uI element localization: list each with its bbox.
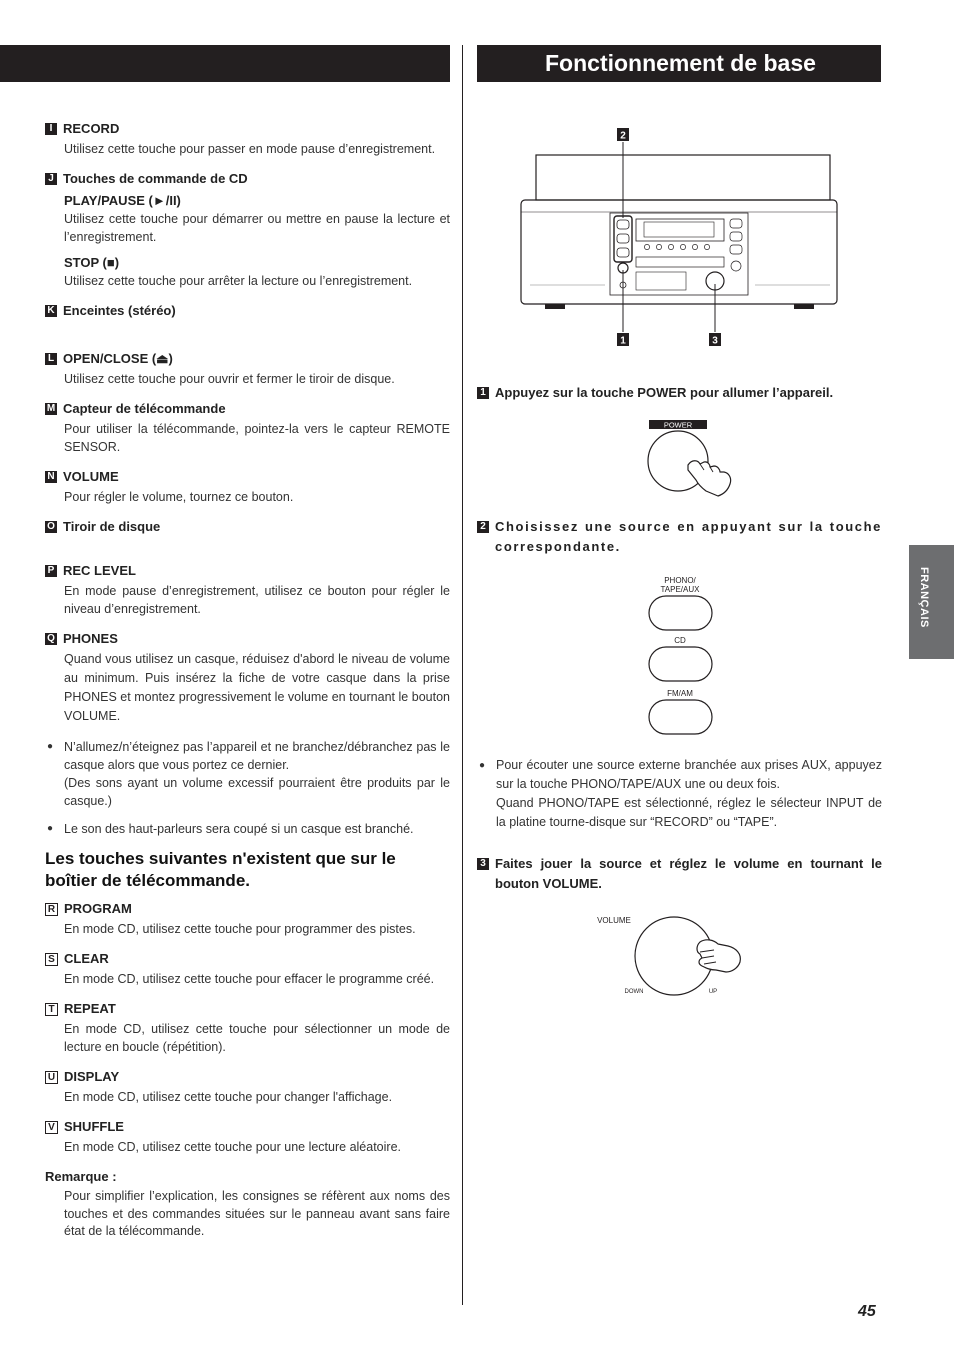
item-repeat	[45, 1000, 450, 1056]
item-letter: L	[45, 353, 57, 365]
item-letter: K	[45, 305, 57, 317]
hand-grip-icon	[697, 940, 740, 972]
item-letter: P	[45, 565, 57, 577]
item-title: CLEAR	[64, 951, 109, 966]
up-label: UP	[708, 989, 718, 995]
unit-front-panel-diagram	[510, 120, 850, 360]
item-body: En mode CD, utilisez cette touche pour une lecture aléatoire.	[64, 1140, 401, 1154]
item-cd-controls	[45, 170, 450, 290]
item-open-close	[45, 350, 450, 388]
item-title: OPEN/CLOSE (⏏)	[63, 351, 173, 366]
item-body: Pour régler le volume, tournez ce bouton.	[64, 490, 294, 504]
item-clear	[45, 950, 450, 988]
item-body: Utilisez cette touche pour ouvrir et fermer le tiroir de disque.	[64, 372, 395, 386]
item-title: REC LEVEL	[63, 563, 136, 578]
page-number: 45	[858, 1303, 876, 1320]
item-record	[45, 120, 450, 158]
step-2	[477, 517, 882, 557]
cd-button	[649, 647, 712, 681]
step-number: 3	[477, 858, 489, 870]
volume-label: VOLUME	[597, 916, 631, 925]
item-program	[45, 900, 450, 938]
step-number: 2	[477, 521, 489, 533]
item-letter: M	[46, 403, 56, 414]
item-letter: O	[45, 521, 57, 533]
item-title: PROGRAM	[64, 901, 132, 916]
item-title: Tiroir de disque	[63, 519, 161, 534]
bullet-item: ● N’allumez/n’éteignez pas l’appareil et ne branchez/débranchez pas le casque alors que vous portez ce dernier.	[45, 738, 450, 774]
item-letter: T	[45, 1003, 58, 1016]
item-title: Capteur de télécommande	[63, 401, 226, 416]
step-text: Appuyez sur la touche POWER pour allumer l’appareil.	[495, 385, 834, 400]
item-title: Enceintes (stéréo)	[63, 303, 176, 318]
callout-1: 1	[620, 335, 626, 347]
item-letter: V	[45, 1121, 58, 1134]
item-volume	[45, 468, 450, 506]
phono-tape-aux-button	[649, 596, 712, 630]
item-title: REPEAT	[64, 1001, 116, 1016]
item-letter: J	[45, 173, 57, 185]
down-label: DOWN	[624, 989, 644, 995]
item-title: SHUFFLE	[64, 1119, 124, 1134]
item-body: Utilisez cette touche pour arrêter la lecture ou l’enregistrement.	[64, 274, 413, 288]
item-body: En mode CD, utilisez cette touche pour effacer le programme créé.	[64, 972, 435, 986]
item-letter: R	[45, 903, 58, 916]
language-tab-label: FRANÇAIS	[918, 567, 930, 628]
callout-2: 2	[620, 130, 626, 142]
item-disc-tray	[45, 518, 450, 536]
power-label: POWER	[663, 420, 693, 430]
item-speakers	[45, 302, 450, 320]
item-body: Pour utiliser la télécommande, pointez-la vers le capteur REMOTE SENSOR.	[64, 422, 450, 454]
item-phones	[45, 630, 450, 726]
language-tab	[909, 545, 954, 659]
item-body: Utilisez cette touche pour démarrer ou mettre en pause la lecture et l’enregistrement.	[64, 212, 450, 244]
item-rec-level	[45, 562, 450, 618]
hand-pointer-icon	[688, 461, 731, 496]
item-subtitle: STOP (■)	[64, 255, 120, 270]
step-text: Faites jouer la source et réglez le volume en tournant le bouton VOLUME.	[495, 856, 882, 891]
item-subtitle: PLAY/PAUSE (►/II)	[64, 193, 181, 208]
step-number: 1	[477, 387, 489, 399]
bullet-continuation: Quand PHONO/TAPE est sélectionné, réglez le sélecteur INPUT de la platine tourne-disque sur “RECORD” ou “TAPE”.	[496, 796, 882, 829]
item-body: En mode CD, utilisez cette touche pour programmer des pistes.	[64, 922, 416, 936]
fm-am-button	[649, 700, 712, 734]
item-letter: Q	[45, 633, 57, 645]
item-title: RECORD	[63, 121, 120, 136]
item-display	[45, 1068, 450, 1106]
step-3	[477, 854, 882, 894]
bullet-continuation: (Des sons ayant un volume excessif pourraient être produits par le casque.)	[64, 776, 450, 808]
item-body: En mode CD, utilisez cette touche pour sélectionner un mode de lecture en boucle (répétition).	[64, 1022, 450, 1054]
item-title: Touches de commande de CD	[63, 171, 248, 186]
source-buttons-figure	[640, 572, 722, 740]
item-letter: U	[45, 1071, 58, 1084]
item-letter: N	[45, 471, 57, 483]
volume-knob-figure	[588, 910, 748, 1000]
callout-3: 3	[712, 335, 718, 347]
item-title: VOLUME	[63, 469, 119, 484]
power-button-figure	[640, 418, 750, 500]
bullet-item: ● Le son des haut-parleurs sera coupé si un casque est branché.	[45, 820, 450, 838]
item-body: En mode pause d’enregistrement, utilisez ce bouton pour régler le niveau d’enregistrement.	[64, 584, 450, 616]
step-1	[477, 383, 882, 403]
step-2-bullet	[477, 756, 882, 832]
remote-heading: Les touches suivantes n'existent que sur le boîtier de télécommande.	[45, 849, 396, 890]
remarque-body: Pour simplifier l’explication, les consignes se réfèrent aux noms des touches et des commandes situées sur le panneau avant sans faire état de la télécommande.	[64, 1189, 450, 1238]
item-title: DISPLAY	[64, 1069, 120, 1084]
item-body: Utilisez cette touche pour passer en mode pause d’enregistrement.	[64, 142, 436, 156]
item-shuffle	[45, 1118, 450, 1156]
left-column	[45, 120, 450, 1241]
item-body: Quand vous utilisez un casque, réduisez d'abord le niveau de volume au minimum. Puis insérez la fiche de votre casque dans la prise PHONES et montez progressivement le volume en tournant le bouton VOLUME.	[64, 652, 450, 723]
column-divider	[462, 45, 463, 1305]
phono-tape-aux-label-1: PHONO/	[664, 576, 696, 585]
phono-tape-aux-label-2: TAPE/AUX	[660, 585, 700, 594]
item-title: PHONES	[63, 631, 118, 646]
item-letter: S	[45, 953, 58, 966]
item-remote-sensor	[45, 400, 450, 456]
cd-label: CD	[674, 636, 686, 645]
header-bar-left	[0, 45, 450, 82]
item-letter: I	[45, 123, 57, 135]
fm-am-label: FM/AM	[667, 689, 693, 698]
item-body: En mode CD, utilisez cette touche pour changer l'affichage.	[64, 1090, 393, 1104]
step-text: Choisissez une source en appuyant sur la touche correspondante.	[495, 519, 882, 554]
bullet-item: ● Pour écouter une source externe branchée aux prises AUX, appuyez sur la touche PHONO/TAPE/AUX une ou deux fois.	[477, 756, 882, 794]
remarque-title: Remarque :	[45, 1169, 117, 1184]
page-title: Fonctionnement de base	[477, 45, 881, 82]
